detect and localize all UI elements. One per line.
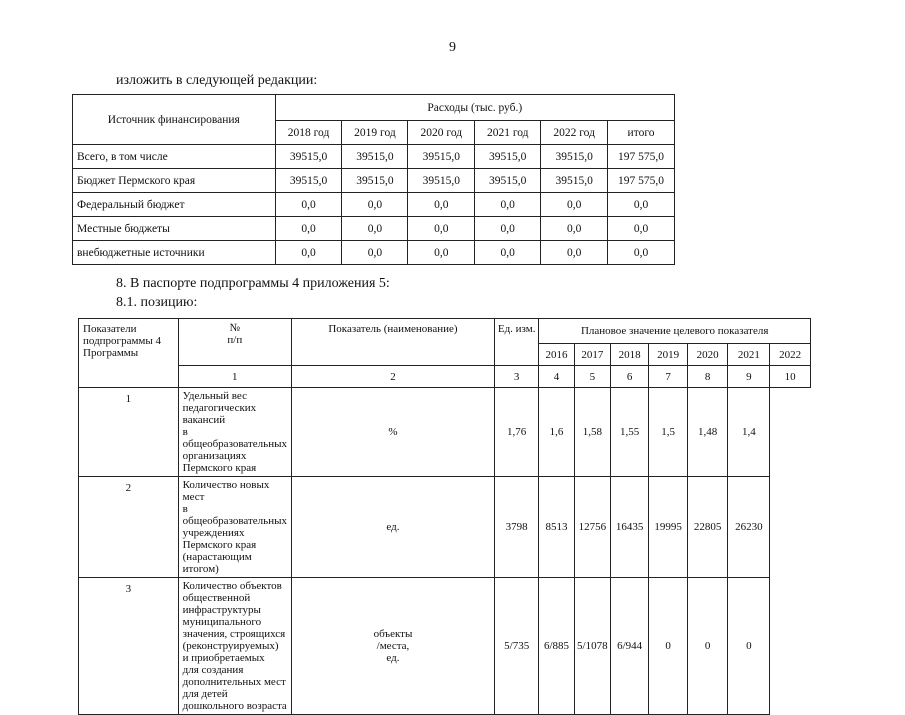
indicator-value-cell: 0 [728,578,770,715]
finance-source-cell: Местные бюджеты [73,217,276,241]
indicators-group-label: Показатели подпрограммы 4 Программы [79,319,179,388]
indicator-name-cell: Удельный вес педагогических вакансий в общеобразовательных организациях Пермского края [178,388,291,477]
indicator-unit-cell: % [291,388,494,477]
finance-value-cell: 0,0 [608,217,675,241]
column-index-cell: 7 [649,366,688,388]
finance-value-cell: 0,0 [541,217,608,241]
finance-row [73,193,675,217]
indicator-value-cell: 1,48 [687,388,727,477]
finance-year-header: 2019 год [342,121,408,145]
indicator-year-header: 2016 [539,344,574,366]
finance-value-cell: 39515,0 [475,145,541,169]
finance-value-cell: 39515,0 [342,145,408,169]
finance-value-cell: 39515,0 [408,145,475,169]
finance-source-cell: Федеральный бюджет [73,193,276,217]
finance-year-header: 2020 год [408,121,475,145]
indicator-value-cell: 3798 [494,477,538,578]
indicator-name-cell: Количество новых мест в общеобразовательных учреждениях Пермского края (нарастающим итогом) [178,477,291,578]
indicator-number-cell: 3 [79,578,179,715]
indicator-value-cell: 19995 [649,477,688,578]
finance-row [73,145,675,169]
finance-value-cell: 0,0 [608,241,675,265]
finance-value-cell: 0,0 [475,241,541,265]
column-index-cell: 4 [539,366,574,388]
finance-value-cell: 39515,0 [275,169,342,193]
name-header: Показатель (наименование) [291,319,494,366]
finance-value-cell: 0,0 [608,193,675,217]
indicator-value-cell: 22805 [687,477,727,578]
finance-table [72,94,675,265]
finance-year-header: 2022 год [541,121,608,145]
finance-source-cell: Бюджет Пермского края [73,169,276,193]
indicator-number-cell: 2 [79,477,179,578]
indicator-value-cell: 0 [687,578,727,715]
indicator-year-header: 2019 [649,344,688,366]
finance-value-cell: 0,0 [275,217,342,241]
indicator-name-cell: Количество объектов общественной инфраструктуры муниципального значения, строящихся (реконструируемых) и приобретаемых для создания дополнительных мест для детей дошкольного возраста [178,578,291,715]
finance-value-cell: 0,0 [408,193,475,217]
finance-row [73,217,675,241]
finance-value-cell: 0,0 [342,193,408,217]
column-index-cell: 9 [728,366,770,388]
indicator-value-cell: 6/944 [611,578,649,715]
finance-value-cell: 0,0 [541,241,608,265]
finance-value-cell: 0,0 [275,241,342,265]
finance-value-cell: 0,0 [475,193,541,217]
finance-year-header: итого [608,121,675,145]
indicator-year-header: 2022 [770,344,811,366]
indicator-value-cell: 1,4 [728,388,770,477]
column-index-cell: 10 [770,366,811,388]
column-index-cell: 2 [291,366,494,388]
finance-source-cell: Всего, в том числе [73,145,276,169]
finance-value-cell: 39515,0 [475,169,541,193]
indicator-value-cell: 26230 [728,477,770,578]
indicator-year-header: 2020 [687,344,727,366]
indicator-unit-cell: объекты /места, ед. [291,578,494,715]
column-index-cell: 3 [494,366,538,388]
finance-row [73,241,675,265]
section-8-heading: 8. В паспорте подпрограммы 4 приложения 5: [116,276,390,291]
indicator-value-cell: 1,76 [494,388,538,477]
finance-value-cell: 197 575,0 [608,145,675,169]
indicator-value-cell: 1,55 [611,388,649,477]
indicator-value-cell: 0 [649,578,688,715]
num-header: № п/п [178,319,291,366]
indicator-number-cell: 1 [79,388,179,477]
source-header: Источник финансирования [73,95,276,145]
finance-value-cell: 39515,0 [541,145,608,169]
intro-text: изложить в следующей редакции: [116,73,318,88]
finance-value-cell: 39515,0 [408,169,475,193]
indicator-row [79,388,811,477]
expenses-header: Расходы (тыс. руб.) [275,95,674,121]
indicator-row [79,477,811,578]
indicator-value-cell: 1,58 [574,388,610,477]
finance-source-cell: внебюджетные источники [73,241,276,265]
unit-header: Ед. изм. [494,319,538,366]
finance-year-header: 2018 год [275,121,342,145]
finance-row [73,169,675,193]
column-index-cell: 5 [574,366,610,388]
column-index-cell: 1 [178,366,291,388]
indicator-value-cell: 1,6 [539,388,574,477]
section-8-1-heading: 8.1. позицию: [116,295,198,310]
indicator-value-cell: 8513 [539,477,574,578]
finance-value-cell: 0,0 [275,193,342,217]
finance-value-cell: 39515,0 [342,169,408,193]
finance-value-cell: 39515,0 [541,169,608,193]
finance-value-cell: 197 575,0 [608,169,675,193]
indicators-table [78,318,811,715]
indicator-row [79,578,811,715]
finance-year-header: 2021 год [475,121,541,145]
column-index-cell: 8 [687,366,727,388]
finance-value-cell: 0,0 [342,241,408,265]
indicator-value-cell: 16435 [611,477,649,578]
indicator-year-header: 2017 [574,344,610,366]
indicator-value-cell: 5/1078 [574,578,610,715]
finance-value-cell: 0,0 [408,217,475,241]
finance-value-cell: 0,0 [541,193,608,217]
indicator-unit-cell: ед. [291,477,494,578]
indicator-year-header: 2018 [611,344,649,366]
indicator-value-cell: 1,5 [649,388,688,477]
finance-value-cell: 0,0 [342,217,408,241]
indicator-year-header: 2021 [728,344,770,366]
indicator-value-cell: 12756 [574,477,610,578]
finance-value-cell: 0,0 [408,241,475,265]
finance-value-cell: 39515,0 [275,145,342,169]
indicator-value-cell: 5/735 [494,578,538,715]
plan-header: Плановое значение целевого показателя [539,319,811,344]
page-number: 9 [449,40,456,55]
indicator-value-cell: 6/885 [539,578,574,715]
column-index-cell: 6 [611,366,649,388]
finance-value-cell: 0,0 [475,217,541,241]
